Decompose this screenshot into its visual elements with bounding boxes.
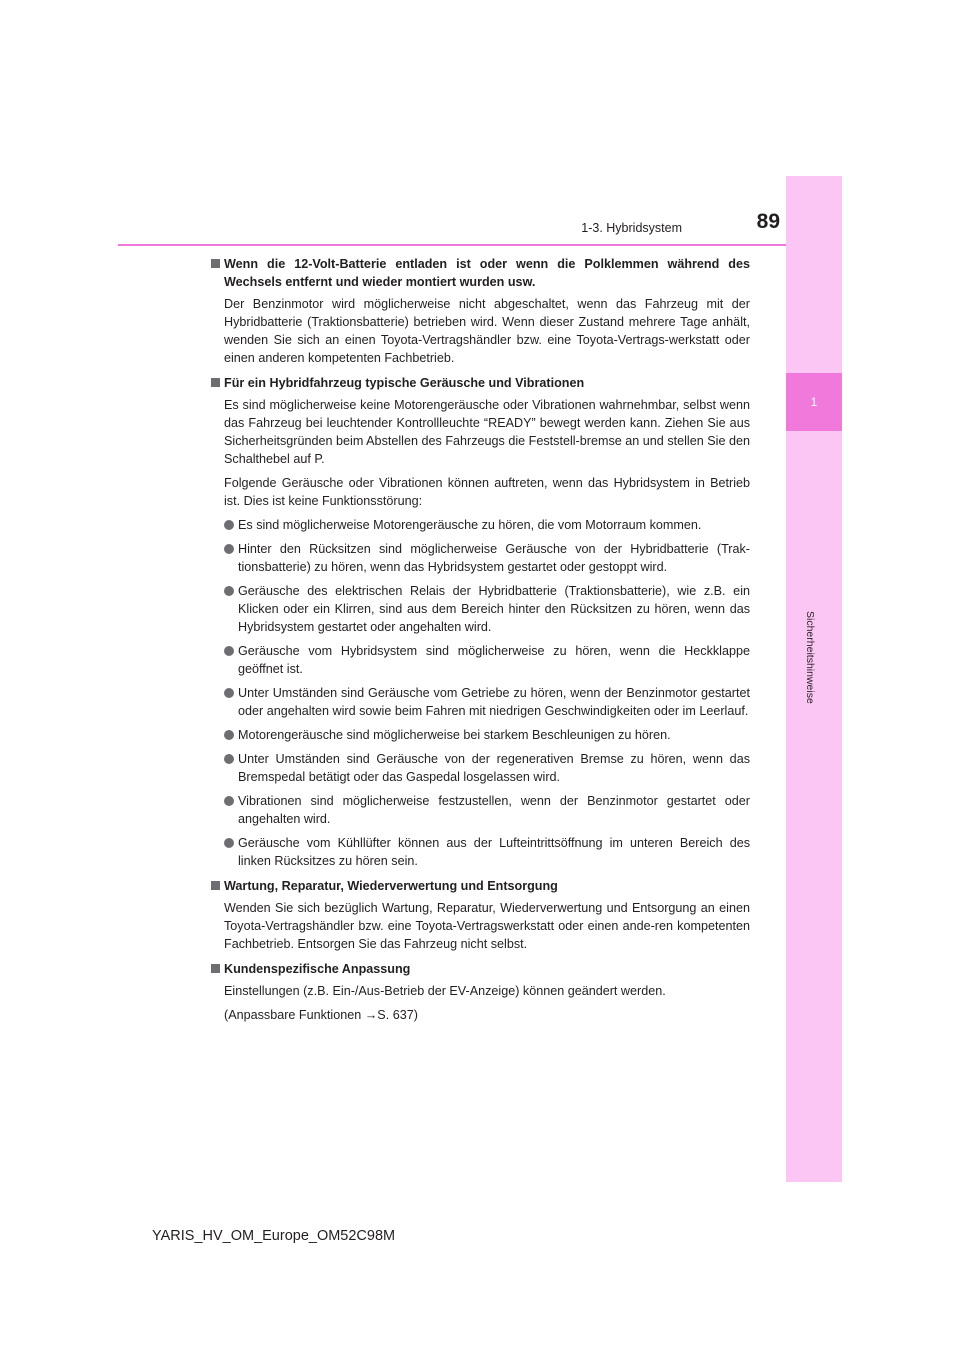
page-number: 89 xyxy=(756,210,780,233)
list-item xyxy=(210,750,750,786)
topic-heading-text: Kundenspezifische Anpassung xyxy=(224,962,411,976)
paragraph: Wenden Sie sich bezüglich Wartung, Reparatur, Wiederverwertung und Entsorgung an einen Toyota-Vertragshändler bzw. eine Toyota-Vertragswerkstatt oder einen ande-ren kompetenten Fachbetrieb. Entsorgen Sie das Fahrzeug nicht selbst. xyxy=(224,901,750,951)
paragraph: Es sind möglicherweise keine Motorengeräusche oder Vibrationen wahrnehmbar, selbst wenn das Fahrzeug bei leuchtender Kontrollleuchte “READY” bewegt werden kann. Ziehen Sie aus Sicherheitsgründen beim Abstellen des Fahrzeugs die Feststell-bremse an und stellen Sie den Schalthebel auf P. xyxy=(224,398,750,466)
chapter-number: 1 xyxy=(810,395,818,409)
list-item xyxy=(210,684,750,720)
list-item xyxy=(210,516,750,534)
list-item xyxy=(210,540,750,576)
circle-bullet-icon xyxy=(224,688,234,698)
paragraph: Folgende Geräusche oder Vibrationen können auftreten, wenn das Hybridsystem in Betrieb ist. Dies ist keine Funktionsstörung: xyxy=(224,476,750,508)
list-item-text: Geräusche des elektrischen Relais der Hybridbatterie (Traktionsbatterie), wie z.B. ein Klicken oder ein Klirren, sind aus dem Bereich hinter den Rücksitzen zu hören, wenn das Hybridsystem gestartet oder angehalten wird. xyxy=(238,584,750,634)
list-item xyxy=(210,792,750,828)
list-item xyxy=(210,582,750,636)
list-item xyxy=(210,642,750,678)
circle-bullet-icon xyxy=(224,544,234,554)
topic-heading-text: Wenn die 12-Volt-Batterie entladen ist oder wenn die Polklemmen während des Wechsels entfernt und wieder montiert wurden usw. xyxy=(224,257,750,289)
circle-bullet-icon xyxy=(224,646,234,656)
chapter-tab[interactable] xyxy=(786,373,842,431)
topic-heading xyxy=(210,877,750,895)
circle-bullet-icon xyxy=(224,730,234,740)
paragraph: Der Benzinmotor wird möglicherweise nicht abgeschaltet, wenn das Fahrzeug mit der Hybridbatterie (Traktionsbatterie) betrieben wird. Wenn dieser Zustand mehrere Tage anhält, wenden Sie sich an einen Toyota-Vertragshändler bzw. eine Toyota-Vertrags-werkstatt oder einen anderen kompetenten Fachbetrieb. xyxy=(224,297,750,365)
circle-bullet-icon xyxy=(224,520,234,530)
circle-bullet-icon xyxy=(224,754,234,764)
topic-heading xyxy=(210,374,750,392)
topic-heading-text: Wartung, Reparatur, Wiederverwertung und Entsorgung xyxy=(224,879,558,893)
list-item xyxy=(210,726,750,744)
topic-section xyxy=(210,374,750,870)
chapter-title: Sicherheitshinweise xyxy=(804,611,816,704)
topic-heading xyxy=(210,960,750,978)
topic-section xyxy=(210,877,750,953)
document-id: YARIS_HV_OM_Europe_OM52C98M xyxy=(152,1228,396,1244)
topic-heading xyxy=(210,255,750,291)
paragraph: Einstellungen (z.B. Ein-/Aus-Betrieb der EV-Anzeige) können geändert werden. xyxy=(224,984,666,998)
list-item-text: Motorengeräusche sind möglicherweise bei starkem Beschleunigen zu hören. xyxy=(238,728,671,742)
page-content xyxy=(210,255,750,1031)
square-bullet-icon xyxy=(211,378,220,387)
list-item-text: Unter Umständen sind Geräusche vom Getriebe zu hören, wenn der Benzinmotor gestartet oder angehalten wird sowie beim Fahren mit niedrigen Geschwindigkeiten oder im Leerlauf. xyxy=(238,686,750,718)
list-item-text: Es sind möglicherweise Motorengeräusche zu hören, die vom Motorraum kommen. xyxy=(238,518,702,532)
paragraph: (Anpassbare Funktionen →S. 637) xyxy=(224,1008,418,1022)
topic-section xyxy=(210,960,750,1024)
circle-bullet-icon xyxy=(224,586,234,596)
list-item-text: Hinter den Rücksitzen sind möglicherweise Geräusche von der Hybridbatterie (Trak-tionsbatterie) zu hören, wenn das Hybridsystem gestartet oder gestoppt wird. xyxy=(238,542,750,574)
list-item xyxy=(210,834,750,870)
section-title: 1-3. Hybridsystem xyxy=(581,221,682,235)
square-bullet-icon xyxy=(211,259,220,268)
list-item-text: Vibrationen sind möglicherweise festzustellen, wenn der Benzinmotor gestartet oder angehalten wird. xyxy=(238,794,750,826)
header-divider xyxy=(118,244,786,246)
list-item-text: Unter Umständen sind Geräusche von der regenerativen Bremse zu hören, wenn das Bremspedal betätigt oder das Gaspedal losgelassen wird. xyxy=(238,752,750,784)
square-bullet-icon xyxy=(211,881,220,890)
bullet-list xyxy=(210,516,750,870)
chapter-sidebar xyxy=(786,176,842,1182)
list-item-text: Geräusche vom Hybridsystem sind möglicherweise zu hören, wenn die Heckklappe geöffnet ist. xyxy=(238,644,750,676)
square-bullet-icon xyxy=(211,964,220,973)
topic-heading-text: Für ein Hybridfahrzeug typische Geräusche und Vibrationen xyxy=(224,376,585,390)
topic-section xyxy=(210,255,750,367)
list-item-text: Geräusche vom Kühllüfter können aus der Lufteintrittsöffnung im unteren Bereich des linken Rücksitzes zu hören sein. xyxy=(238,836,750,868)
circle-bullet-icon xyxy=(224,796,234,806)
circle-bullet-icon xyxy=(224,838,234,848)
